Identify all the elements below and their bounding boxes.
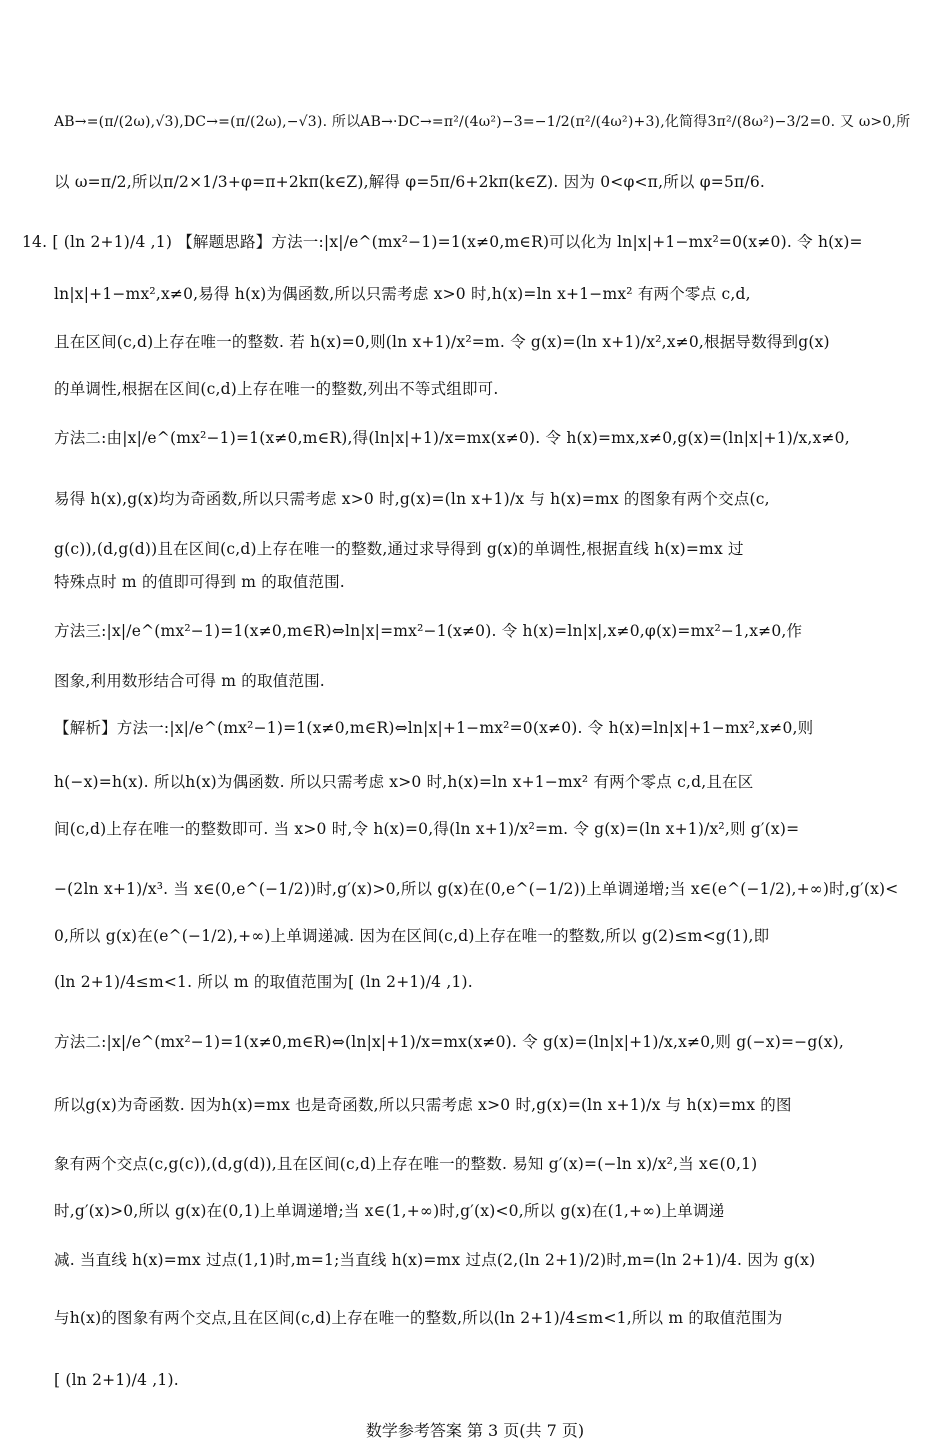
question-14-line: 14. [ (ln 2+1)/4 ,1) 【解题思路】方法一:|x|/e^(mx²−1)=1(x≠0,m∈R)可以化为 ln|x|+1−mx²=0(x≠0). 令 h(x)= <box>22 233 863 251</box>
text-line: 减. 当直线 h(x)=mx 过点(1,1)时,m=1;当直线 h(x)=mx 过点(2,(ln 2+1)/2)时,m=(ln 2+1)/4. 因为 g(x) <box>54 1251 816 1269</box>
text-line: 特殊点时 m 的值即可得到 m 的取值范围. <box>54 573 345 591</box>
text-line: 的单调性,根据在区间(c,d)上存在唯一的整数,列出不等式组即可. <box>54 380 499 398</box>
page-footer: 数学参考答案 第 3 页(共 7 页) <box>365 1421 585 1440</box>
text-line: 所以g(x)为奇函数. 因为h(x)=mx 也是奇函数,所以只需考虑 x>0 时,g(x)=(ln x+1)/x 与 h(x)=mx 的图 <box>54 1096 792 1114</box>
text-line: 图象,利用数形结合可得 m 的取值范围. <box>54 672 325 690</box>
method-two-line: 方法二:由|x|/e^(mx²−1)=1(x≠0,m∈R),得(ln|x|+1)/x=mx(x≠0). 令 h(x)=mx,x≠0,g(x)=(ln|x|+1)/x,x≠0, <box>54 429 850 447</box>
text-line: 与h(x)的图象有两个交点,且在区间(c,d)上存在唯一的整数,所以(ln 2+1)/4≤m<1,所以 m 的取值范围为 <box>54 1309 783 1327</box>
text-line: (ln 2+1)/4≤m<1. 所以 m 的取值范围为[ (ln 2+1)/4 ,1). <box>54 973 473 991</box>
text-line: 且在区间(c,d)上存在唯一的整数. 若 h(x)=0,则(ln x+1)/x²=m. 令 g(x)=(ln x+1)/x²,x≠0,根据导数得到g(x) <box>54 333 830 351</box>
text-line: AB→=(π/(2ω),√3),DC→=(π/(2ω),−√3). 所以AB→·DC→=π²/(4ω²)−3=−1/2(π²/(4ω²)+3),化简得3π²/(8ω²)−3/2=0. 又 ω>0,所 <box>54 114 911 130</box>
text-line: 间(c,d)上存在唯一的整数即可. 当 x>0 时,令 h(x)=0,得(ln x+1)/x²=m. 令 g(x)=(ln x+1)/x²,则 g′(x)= <box>54 820 800 838</box>
text-line: 易得 h(x),g(x)均为奇函数,所以只需考虑 x>0 时,g(x)=(ln x+1)/x 与 h(x)=mx 的图象有两个交点(c, <box>54 490 770 508</box>
text-line: 时,g′(x)>0,所以 g(x)在(0,1)上单调递增;当 x∈(1,+∞)时,g′(x)<0,所以 g(x)在(1,+∞)上单调递 <box>54 1202 725 1220</box>
method-three-line: 方法三:|x|/e^(mx²−1)=1(x≠0,m∈R)⇔ln|x|=mx²−1(x≠0). 令 h(x)=ln|x|,x≠0,φ(x)=mx²−1,x≠0,作 <box>54 622 803 640</box>
text-line: 0,所以 g(x)在(e^(−1/2),+∞)上单调递减. 因为在区间(c,d)上存在唯一的整数,所以 g(2)≤m<g(1),即 <box>54 927 770 945</box>
text-line: h(−x)=h(x). 所以h(x)为偶函数. 所以只需考虑 x>0 时,h(x)=ln x+1−mx² 有两个零点 c,d,且在区 <box>54 773 754 791</box>
text-line: −(2ln x+1)/x³. 当 x∈(0,e^(−1/2))时,g′(x)>0,所以 g(x)在(0,e^(−1/2))上单调递增;当 x∈(e^(−1/2),+∞)时,g′(x)< <box>54 880 899 898</box>
text-line: 以 ω=π/2,所以π/2×1/3+φ=π+2kπ(k∈Z),解得 φ=5π/6+2kπ(k∈Z). 因为 0<φ<π,所以 φ=5π/6. <box>54 173 766 191</box>
text-line: 象有两个交点(c,g(c)),(d,g(d)),且在区间(c,d)上存在唯一的整数. 易知 g′(x)=(−ln x)/x²,当 x∈(0,1) <box>54 1155 758 1173</box>
analysis-line: 【解析】方法一:|x|/e^(mx²−1)=1(x≠0,m∈R)⇔ln|x|+1−mx²=0(x≠0). 令 h(x)=ln|x|+1−mx²,x≠0,则 <box>54 719 814 737</box>
text-line: g(c)),(d,g(d))且在区间(c,d)上存在唯一的整数,通过求导得到 g(x)的单调性,根据直线 h(x)=mx 过 <box>54 540 744 558</box>
text-line: [ (ln 2+1)/4 ,1). <box>54 1371 179 1389</box>
text-line: 方法二:|x|/e^(mx²−1)=1(x≠0,m∈R)⇔(ln|x|+1)/x=mx(x≠0). 令 g(x)=(ln|x|+1)/x,x≠0,则 g(−x)=−g(x), <box>54 1033 845 1051</box>
text-line: ln|x|+1−mx²,x≠0,易得 h(x)为偶函数,所以只需考虑 x>0 时,h(x)=ln x+1−mx² 有两个零点 c,d, <box>54 285 751 303</box>
